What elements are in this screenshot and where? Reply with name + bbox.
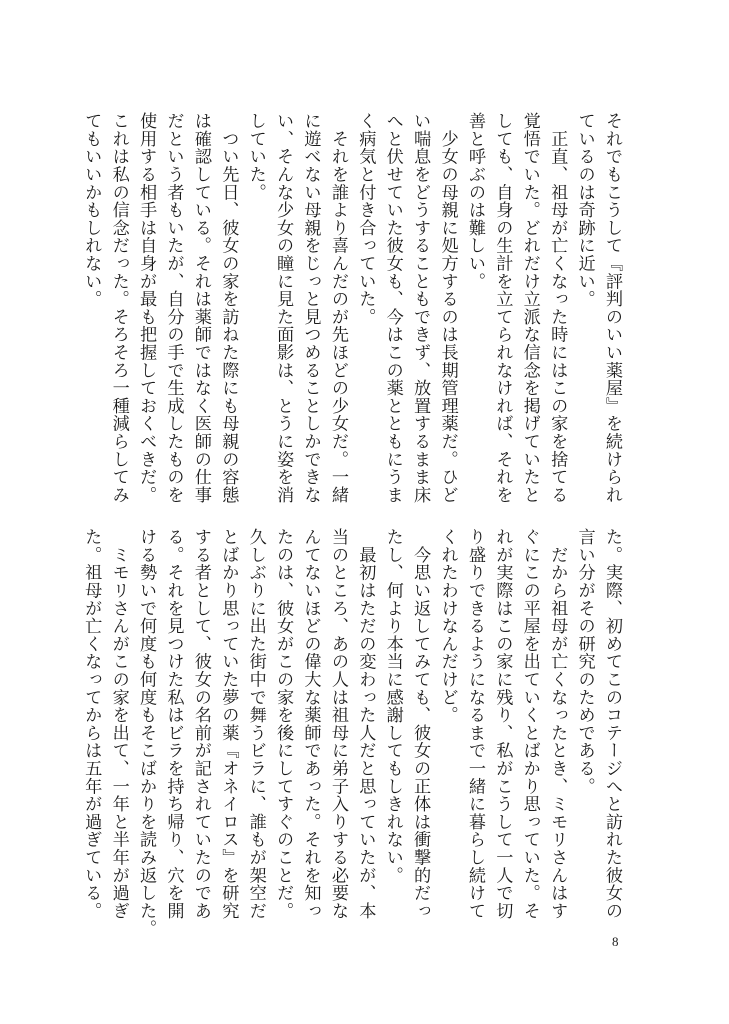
text-line: だから祖母が亡くなったとき、ミモリさんはす — [547, 528, 568, 920]
text-line: 善と呼ぶのは難しい。 — [464, 112, 485, 290]
text-line: ぐにこの平屋を出ていくとばかり思っていた。そ — [519, 528, 540, 920]
text-line: これは私の信念だった。そろそろ一種減らしてみ — [108, 112, 129, 504]
text-line: く病気と付き合っていた。 — [355, 112, 376, 326]
text-line: する者として、彼女の名前が記されていたのであ — [190, 528, 211, 920]
text-line: たし、何より本当に感謝してもしきれない。 — [382, 528, 403, 884]
text-line: い喘息をどうすることもできず、放置するまま床 — [410, 112, 431, 504]
text-line: れが実際はこの家に残り、私がこうして一人で切 — [492, 528, 513, 920]
text-line: 使用する相手は自身が最も把握しておくべきだ。 — [136, 112, 157, 504]
text-line: り盛りできるようになるまで一緒に暮らし続けて — [464, 528, 485, 920]
text-line: た。祖母が亡くなってからは五年が過ぎている。 — [81, 528, 102, 920]
text-line: 当のところ、あの人は祖母に弟子入りする必要な — [327, 528, 348, 920]
text-line: んてないほどの偉大な薬師であった。それを知っ — [300, 528, 321, 920]
text-line: い、そんな少女の瞳に見た面影は、とうに姿を消 — [273, 112, 294, 504]
text-line: とばかり思っていた夢の薬『オネイロス』を研究 — [218, 528, 239, 920]
text-line: くれたわけなんだけど。 — [437, 528, 458, 724]
text-line: しても、自身の生計を立てられなければ、それを — [492, 112, 513, 504]
text-line: 今思い返してみても、彼女の正体は衝撃的だっ — [410, 528, 431, 920]
text-line: それを誰より喜んだのが先ほどの少女だ。一緒 — [327, 112, 348, 504]
text-line: た。実際、初めてこのコテージへと訪れた彼女の — [602, 528, 622, 920]
upper-text-block — [81, 112, 625, 507]
text-line: ける勢いで何度も何度もそこばかりを読み返した。 — [136, 528, 157, 938]
text-line: ているのは奇跡に近い。 — [574, 112, 595, 308]
text-line: つい先日、彼女の家を訪ねた際にも母親の容態 — [218, 112, 239, 504]
text-line: に遊べない母親をじっと見つめることしかできな — [300, 112, 321, 504]
lower-text-block — [81, 528, 625, 938]
text-line: 久しぶりに出た街中で舞うビラに、誰もが架空だ — [245, 528, 266, 920]
text-line: 正直、祖母が亡くなった時にはこの家を捨てる — [547, 112, 568, 504]
text-line: だという者もいたが、自分の手で生成したものを — [163, 112, 184, 504]
text-line: 最初はただの変わった人だと思っていたが、本 — [355, 528, 376, 920]
text-line: へと伏せていた彼女も、今はこの薬とともにうま — [382, 112, 403, 504]
text-line: それでもこうして『評判のいい薬屋』を続けられ — [602, 112, 622, 504]
text-line: ミモリさんがこの家を出て、一年と半年が過ぎ — [108, 528, 129, 920]
text-line: る。それを見つけた私はビラを持ち帰り、穴を開 — [163, 528, 184, 920]
text-line: していた。 — [245, 112, 266, 201]
text-line: てもいいかもしれない。 — [81, 112, 102, 308]
page-number: 8 — [612, 934, 619, 949]
text-line: は確認している。それは薬師ではなく医師の仕事 — [190, 112, 211, 504]
text-line: たのは、彼女がこの家を後にしてすぐのことだ。 — [273, 528, 294, 920]
text-line: 少女の母親に処方するのは長期管理薬だ。ひど — [437, 112, 458, 504]
text-line: 言い分がその研究のためである。 — [574, 528, 595, 795]
text-line: 覚悟でいた。どれだけ立派な信念を掲げていたと — [519, 112, 540, 504]
